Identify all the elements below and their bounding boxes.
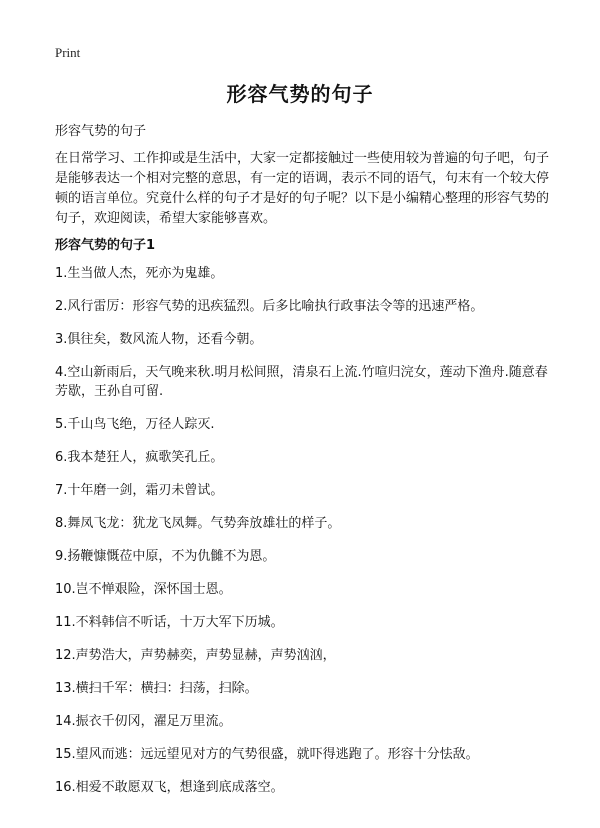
list-item: 7.十年磨一剑，霜刃未曾试。: [55, 483, 224, 498]
print-link[interactable]: Print: [55, 45, 81, 60]
section-heading: 形容气势的句子1: [55, 238, 156, 253]
list-item: 16.相爱不敢愿双飞，想逢到底成落空。: [55, 780, 284, 795]
list-item: 13.横扫千军：横扫：扫荡，扫除。: [55, 681, 258, 696]
sentence-list: [55, 264, 555, 811]
list-item: 2.风行雷厉：形容气势的迅疾猛烈。后多比喻执行政事法令等的迅速严格。: [55, 299, 484, 314]
list-item: 15.望风而逃：远远望见对方的气势很盛，就吓得逃跑了。形容十分怯敌。: [55, 747, 479, 762]
list-item: 11.不料韩信不听话，十万大军下历城。: [55, 615, 284, 630]
list-item: 4.空山新雨后，天气晚来秋.明月松间照，清泉石上流.竹喧归浣女，莲动下渔舟.随意春芳歇，王孙自可留.: [55, 365, 548, 399]
list-item: 9.扬鞭慷慨莅中原，不为仇雠不为恩。: [55, 549, 276, 564]
intro-paragraph: 在日常学习、工作抑或是生活中，大家一定都接触过一些使用较为普遍的句子吧，句子是能够表达一个相对完整的意思，有一定的语调，表示不同的语气，句末有一个较大停顿的语言单位。究竟什么样的句子才是好的句子呢？以下是小编精心整理的形容气势的句子，欢迎阅读，希望大家能够喜欢。: [55, 151, 550, 226]
list-item: 5.千山鸟飞绝，万径人踪灭.: [55, 417, 215, 432]
list-item: 12.声势浩大，声势赫奕，声势显赫，声势汹汹，: [55, 648, 336, 663]
list-item: 1.生当做人杰，死亦为鬼雄。: [55, 266, 224, 281]
list-item: 14.振衣千仞冈，濯足万里流。: [55, 714, 232, 729]
list-item: 6.我本楚狂人，疯歌笑孔丘。: [55, 450, 224, 465]
list-item: 3.俱往矣，数风流人物，还看今朝。: [55, 332, 263, 347]
page-title: 形容气势的句子: [226, 82, 374, 106]
subtitle: 形容气势的句子: [55, 124, 147, 139]
list-item: 8.舞凤飞龙：犹龙飞凤舞。气势奔放雄壮的样子。: [55, 516, 341, 531]
list-item: 10.岂不惮艰险，深怀国士恩。: [55, 582, 232, 597]
